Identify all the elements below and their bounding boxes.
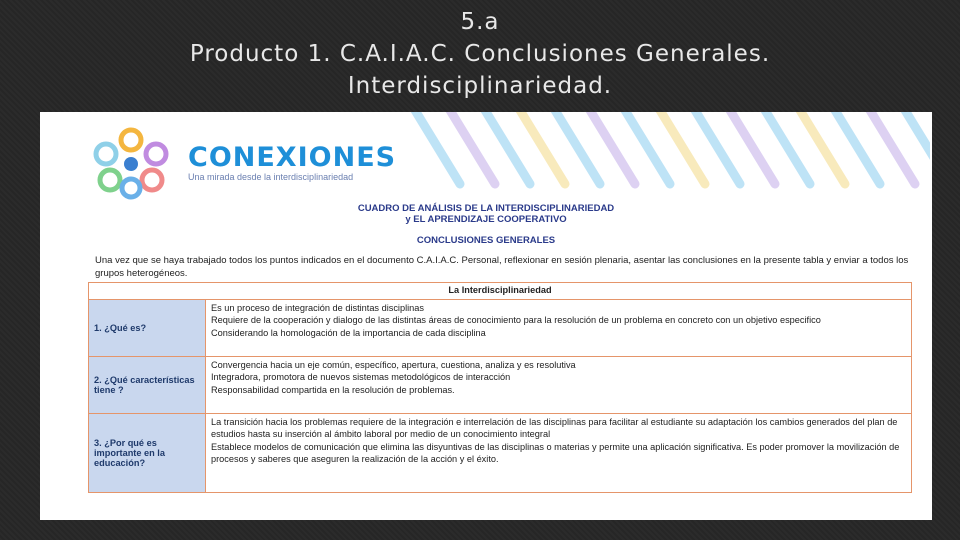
slide-title-line-1: 5.a <box>460 9 500 35</box>
answer-line: Es un proceso de integración de distintas disciplinas <box>211 303 424 313</box>
conexiones-logo-icon <box>86 122 176 202</box>
slide-title <box>0 6 960 102</box>
table-row <box>89 357 912 414</box>
table-row <box>89 414 912 493</box>
brand-tagline: Una mirada desde la interdisciplinariedad <box>188 172 354 182</box>
table-row <box>89 300 912 357</box>
answer-line: Convergencia hacia un eje común, específico, apertura, cuestiona, analiza y es resolutiva <box>211 360 576 370</box>
answer-line: Responsabilidad compartida en la resolución de problemas. <box>211 384 455 395</box>
answer-cell <box>206 300 912 357</box>
doc-heading-line-3: CONCLUSIONES GENERALES <box>416 235 556 246</box>
decorative-stripes-icon <box>390 112 930 194</box>
answer-cell <box>206 414 912 493</box>
intro-text: Una vez que se haya trabajado todos los puntos indicados en el documento C.A.I.A.C. Personal, reflexionar en sesión plenaria, asentar las conclusiones en la presente tabla y enviar a todos los grupos heterogéneos. <box>95 255 909 279</box>
document-image <box>40 112 932 520</box>
answer-line: Establece modelos de comunicación que elimina las disyuntivas de las disciplinas o materias y permite una aplicación significativa. Es poder promover la movilización de procesos y saberes que aseguren la realización de la acción y el éxito. <box>211 441 900 465</box>
slide-title-line-2: Producto 1. C.A.I.A.C. Conclusiones Generales. <box>189 41 771 67</box>
doc-heading-line-1: CUADRO DE ANÁLISIS DE LA INTERDISCIPLINARIEDAD <box>357 203 615 214</box>
question-label: 2. ¿Qué características tiene ? <box>94 375 195 395</box>
answer-line: Integradora, promotora de nuevos sistemas metodológicos de interacción <box>211 372 511 383</box>
brand-name: CONEXIONES <box>188 142 397 173</box>
question-label: 3. ¿Por qué es importante en la educación? <box>94 438 165 468</box>
answer-line: Considerando la homologación de la importancia de cada disciplina <box>211 327 486 338</box>
table-header: La Interdisciplinariedad <box>89 283 912 300</box>
answer-cell <box>206 357 912 414</box>
answer-line: Requiere de la cooperación y dialogo de las distintas áreas de conocimiento para la resolución de un problema en concreto con un objetivo especifico <box>211 315 821 326</box>
question-label: 1. ¿Qué es? <box>94 323 147 333</box>
answer-line: La transición hacia los problemas requiere de la integración e interrelación de las disciplinas para facilitar al estudiante su adaptación los cambios generados del plan de estudios hasta su inserción al ámbito laboral por medio de un conocimiento integral <box>211 417 898 440</box>
doc-heading-line-2: y EL APRENDIZAJE COOPERATIVO <box>405 214 567 225</box>
conclusions-table <box>88 282 912 493</box>
slide-title-line-3: Interdisciplinariedad. <box>347 73 613 99</box>
